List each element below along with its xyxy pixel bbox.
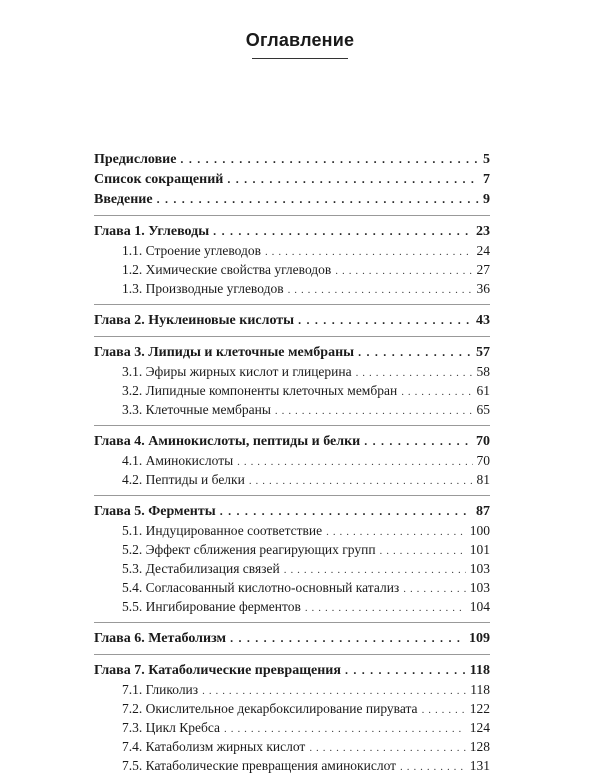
section-entry-title: 7.2. Окислительное декарбоксилирование пирувата	[122, 701, 418, 716]
section-entry-page-number: 81	[476, 472, 490, 487]
chapter-entry[interactable]	[94, 221, 490, 241]
section-entry-title: 5.2. Эффект сближения реагирующих групп	[122, 542, 376, 557]
section-entry[interactable]	[94, 470, 490, 489]
section-entry-title: 5.3. Дестабилизация связей	[122, 561, 280, 576]
section-entry-page-number: 118	[470, 682, 490, 697]
separator-line	[94, 622, 490, 623]
chapter-entry-title: Глава 5. Ферменты	[94, 504, 216, 519]
section-entry-title: 3.2. Липидные компоненты клеточных мембран	[122, 383, 398, 398]
chapter-entry-page-number: 109	[469, 631, 490, 646]
chapter-entry[interactable]	[94, 501, 490, 521]
dot-leader	[358, 342, 472, 362]
chapter-entry-title: Глава 1. Углеводы	[94, 224, 210, 239]
section-entry-page-number: 103	[469, 580, 490, 595]
separator-line	[94, 654, 490, 655]
section-entry-page-number: 100	[469, 523, 490, 538]
chapter-entry-page-number: 87	[476, 504, 490, 519]
dot-leader	[227, 169, 479, 189]
section-entry[interactable]	[94, 756, 490, 775]
section-entry-page-number: 103	[469, 561, 490, 576]
dot-leader	[275, 402, 473, 421]
page-title: Оглавление	[245, 30, 355, 50]
front-matter-entry[interactable]	[94, 149, 490, 169]
section-entry-page-number: 36	[476, 281, 490, 296]
section-entry-title: 5.4. Согласованный кислотно-основный катализ	[122, 580, 400, 595]
section-entry-title: 3.3. Клеточные мембраны	[122, 402, 271, 417]
front-matter-entry-title: Предисловие	[94, 152, 177, 167]
separator-line	[94, 215, 490, 216]
dot-leader	[180, 149, 479, 169]
section-entry-title: 7.5. Катаболические превращения аминокислот	[122, 758, 397, 773]
section-entry-page-number: 70	[476, 453, 490, 468]
section-entry[interactable]	[94, 260, 490, 279]
section-entry-page-number: 122	[469, 701, 490, 716]
section-entry[interactable]	[94, 451, 490, 470]
section-entry-title: 3.1. Эфиры жирных кислот и глицерина	[122, 364, 352, 379]
chapter-entry-title: Глава 6. Метаболизм	[94, 631, 227, 646]
chapter-entry[interactable]	[94, 310, 490, 330]
section-entry[interactable]	[94, 381, 490, 400]
section-entry-page-number: 61	[476, 383, 490, 398]
section-entry-title: 7.1. Гликолиз	[122, 682, 199, 697]
section-entry[interactable]	[94, 559, 490, 578]
section-entry[interactable]	[94, 699, 490, 718]
front-matter-entry-page-number: 7	[483, 172, 490, 187]
chapter-entry-title: Глава 4. Аминокислоты, пептиды и белки	[94, 434, 361, 449]
section-entry[interactable]	[94, 400, 490, 419]
dot-leader	[220, 501, 472, 521]
front-matter-entry-page-number: 9	[483, 192, 490, 207]
section-entry[interactable]	[94, 578, 490, 597]
section-entry-page-number: 131	[469, 758, 490, 773]
section-entry-title: 7.4. Катаболизм жирных кислот	[122, 739, 306, 754]
section-entry[interactable]	[94, 362, 490, 381]
front-matter-entry[interactable]	[94, 169, 490, 189]
section-entry-title: 1.1. Строение углеводов	[122, 243, 261, 258]
section-entry-page-number: 27	[476, 262, 490, 277]
chapter-entry[interactable]	[94, 628, 490, 648]
section-entry-title: 4.2. Пептиды и белки	[122, 472, 245, 487]
section-entry[interactable]	[94, 597, 490, 616]
chapter-entry-page-number: 118	[469, 663, 490, 678]
section-entry-title: 4.1. Аминокислоты	[122, 453, 234, 468]
section-entry-title: 5.5. Ингибирование ферментов	[122, 599, 301, 614]
chapter-entry-title: Глава 7. Катаболические превращения	[94, 663, 341, 678]
chapter-entry-page-number: 43	[476, 313, 490, 328]
section-entry-page-number: 128	[469, 739, 490, 754]
front-matter-entry-title: Введение	[94, 192, 153, 207]
chapter-entry[interactable]	[94, 660, 490, 680]
dot-leader	[288, 281, 473, 300]
dot-leader	[157, 189, 479, 209]
section-entry[interactable]	[94, 279, 490, 298]
dot-leader	[345, 660, 466, 680]
section-entry-page-number: 101	[469, 542, 490, 557]
separator-line	[94, 304, 490, 305]
chapter-entry-page-number: 57	[476, 345, 490, 360]
section-entry[interactable]	[94, 718, 490, 737]
section-entry-page-number: 65	[476, 402, 490, 417]
section-entry[interactable]	[94, 521, 490, 540]
dot-leader	[213, 221, 472, 241]
section-entry-title: 7.3. Цикл Кребса	[122, 720, 221, 735]
section-entry-title: 5.1. Индуцированное соответствие	[122, 523, 323, 538]
separator-line	[94, 425, 490, 426]
section-entry[interactable]	[94, 241, 490, 260]
section-entry-page-number: 58	[476, 364, 490, 379]
dot-leader	[305, 599, 466, 618]
dot-leader	[364, 431, 472, 451]
front-matter-entry[interactable]	[94, 189, 490, 209]
section-entry[interactable]	[94, 540, 490, 559]
front-matter-entry-page-number: 5	[483, 152, 490, 167]
chapter-entry-page-number: 70	[476, 434, 490, 449]
dot-leader	[298, 310, 472, 330]
dot-leader	[400, 758, 466, 777]
chapter-entry-page-number: 23	[476, 224, 490, 239]
title-underline	[252, 58, 348, 59]
section-entry-page-number: 124	[469, 720, 490, 735]
dot-leader	[230, 628, 465, 648]
dot-leader	[249, 472, 473, 491]
separator-line	[94, 336, 490, 337]
table-of-contents	[94, 149, 490, 775]
chapter-entry-title: Глава 3. Липиды и клеточные мембраны	[94, 345, 355, 360]
chapter-entry[interactable]	[94, 431, 490, 451]
section-entry-page-number: 104	[469, 599, 490, 614]
section-entry[interactable]	[94, 737, 490, 756]
section-entry[interactable]	[94, 680, 490, 699]
section-entry-title: 1.2. Химические свойства углеводов	[122, 262, 332, 277]
chapter-entry-title: Глава 2. Нуклеиновые кислоты	[94, 313, 295, 328]
chapter-entry[interactable]	[94, 342, 490, 362]
front-matter-entry-title: Список сокращений	[94, 172, 224, 187]
separator-line	[94, 495, 490, 496]
section-entry-title: 1.3. Производные углеводов	[122, 281, 284, 296]
section-entry-page-number: 24	[476, 243, 490, 258]
